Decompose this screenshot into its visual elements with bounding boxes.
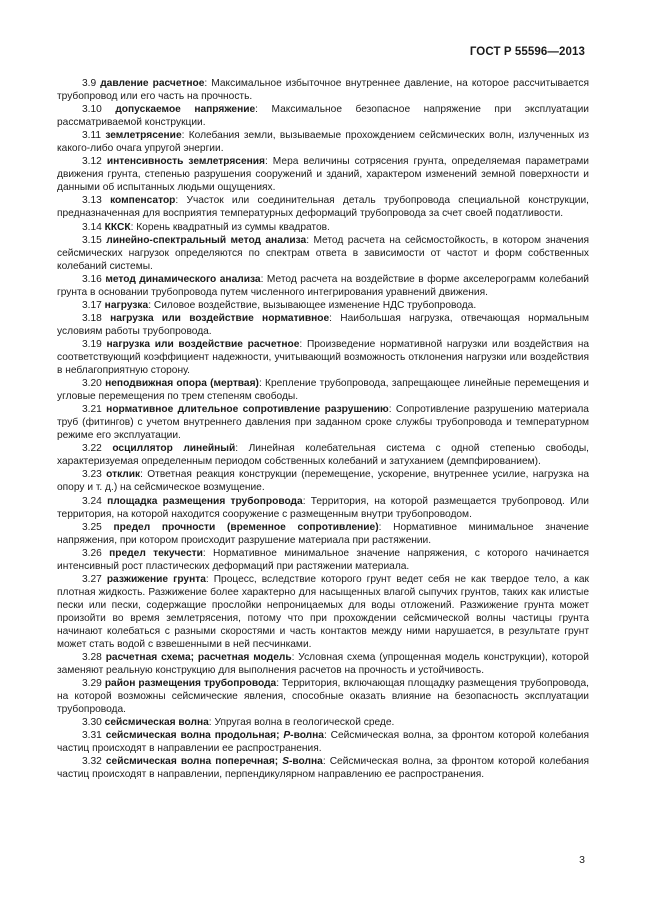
definition-number: 3.10	[82, 104, 102, 116]
definition-text: : Сейсмическая волна, за фронтом которой колебания частиц происходят в направлении ее распространения.	[57, 730, 589, 755]
definition-term-text: ККСК	[104, 221, 131, 233]
definition-item	[57, 155, 589, 194]
definition-text: : Ответная реакция конструкции (перемещение, ускорение, внутреннее усилие, нагрузка на опору и т. д.) на сейсмическое возмущение.	[57, 469, 589, 494]
definition-text: : Корень квадратный из суммы квадратов.	[130, 221, 330, 233]
definitions-list	[57, 77, 589, 782]
definition-text: : Территория, включающая площадку размещения трубопровода, на которой возможны сейсмические явления, способные оказать влияние на безопасность эксплуатации трубопровода.	[57, 678, 589, 716]
definition-number: 3.15	[82, 234, 102, 246]
definition-number: 3.23	[82, 469, 102, 481]
definition-item	[57, 755, 589, 781]
definition-item	[57, 521, 589, 547]
definition-item	[57, 547, 589, 573]
definition-text: : Максимальное избыточное внутреннее давление, на которое рассчитывается трубопровод или его часть на прочность.	[57, 78, 589, 103]
definition-item	[57, 573, 589, 651]
definition-term	[114, 522, 379, 533]
definition-item	[57, 403, 589, 442]
definition-term	[107, 496, 303, 507]
definition-term	[107, 574, 206, 585]
definition-term	[106, 652, 292, 663]
definition-text: : Условная схема (упрощенная модель конструкции), которой заменяют реальную конструкцию для выполнения расчетов на прочность и устойчивость.	[57, 652, 589, 677]
definition-number: 3.22	[82, 443, 102, 455]
definition-text: : Колебания земли, вызываемые прохождением сейсмических волн, излученных из какого-либо очага упругой энергии.	[57, 130, 589, 155]
definition-term	[105, 130, 181, 141]
definition-term	[105, 300, 149, 311]
definition-number: 3.32	[82, 756, 102, 768]
definition-number: 3.13	[82, 195, 102, 207]
definition-text: : Процесс, вследствие которого грунт ведет себя не как твердое тело, а как плотная жидкость. Разжижение более характерно для насыщенных влагой сыпучих грунтов, таких как илистые пески или пески, содержащие прослойки непроницаемых для воды отложений. Разжижение грунта может произойти во время землетрясения, потому что при прохождении сейсмической волны частицы грунта начинают колебаться с разными скоростями и часть контактов между ними нарушается, в результате грунт может стать водой с взвешенными в ней песчинками.	[57, 573, 589, 651]
definition-number: 3.28	[82, 652, 102, 664]
definition-text: : Нормативное минимальное значение напряжения, с которого начинается интенсивный рост пластических деформаций при растяжении материала.	[57, 547, 589, 572]
definition-term-text: нагрузка или воздействие расчетное	[106, 338, 300, 350]
definition-item	[57, 716, 589, 729]
definition-term-text: осциллятор линейный	[112, 443, 236, 455]
definition-number: 3.12	[82, 156, 102, 168]
definition-term	[106, 469, 140, 480]
definition-number: 3.26	[82, 547, 102, 559]
definition-term-text: землетрясение	[105, 130, 182, 142]
definition-item	[57, 77, 589, 103]
definition-term-text: нагрузка или воздействие нормативное	[110, 312, 330, 324]
definition-term	[107, 156, 265, 167]
definition-term-tail: -волна	[290, 730, 324, 742]
definition-text: : Наибольшая нагрузка, отвечающая нормальным условиям работы трубопровода.	[57, 312, 589, 337]
definition-term	[106, 756, 323, 767]
definition-term-text: нагрузка	[104, 299, 149, 311]
definition-term-text: разжижение грунта	[106, 573, 206, 585]
definition-number: 3.29	[82, 678, 102, 690]
definition-term-text: район размещения трубопровода	[104, 678, 277, 690]
definition-number: 3.24	[82, 495, 102, 507]
definition-item	[57, 377, 589, 403]
definition-item	[57, 273, 589, 299]
definition-term-text: сейсмическая волна	[104, 717, 209, 729]
definition-term	[105, 274, 260, 285]
definition-number: 3.11	[82, 130, 102, 142]
definition-term	[110, 195, 175, 206]
definition-item	[57, 194, 589, 220]
definition-number: 3.20	[82, 378, 102, 390]
definition-text: : Линейная колебательная система с одной степенью свободы, характеризуемая определенным периодом собственных колебаний и затуханием (демпфированием).	[57, 443, 589, 468]
definition-text: : Максимальное безопасное напряжение при эксплуатации рассматриваемой конструкции.	[57, 104, 589, 129]
definition-number: 3.17	[82, 299, 102, 311]
definition-number: 3.25	[82, 521, 102, 533]
definition-term-text: допускаемое напряжение	[115, 104, 256, 116]
definition-text: : Сопротивление разрушению материала труб (фитингов) с учетом внутреннего давления при заданном сроке службы трубопровода и температурном режиме его эксплуатации.	[57, 404, 589, 442]
definition-term	[110, 313, 329, 324]
definition-item	[57, 468, 589, 494]
definition-text: : Сейсмическая волна, за фронтом которой колебания частиц происходят в направлении, перпендикулярном направлению ее распространения.	[57, 756, 589, 781]
definition-term	[107, 339, 300, 350]
definition-number: 3.30	[82, 717, 102, 729]
definition-text: : Метод расчета на сейсмостойкость, в котором значения сейсмических нагрузок определяются по спектрам ответа в зависимости от частот и форм собственных колебаний системы.	[57, 234, 589, 272]
definition-item	[57, 729, 589, 755]
definition-term-text: расчетная схема; расчетная модель	[105, 652, 292, 664]
definition-item	[57, 129, 589, 155]
definition-term	[106, 235, 306, 246]
definition-term-text: площадка размещения трубопровода	[107, 495, 303, 507]
definition-text: : Участок или соединительная деталь трубопровода специальной конструкции, предназначенная для восприятия температурных деформаций трубопровода за счет своей податливости.	[57, 195, 589, 220]
definition-number: 3.19	[82, 338, 102, 350]
definition-item	[57, 495, 589, 521]
definition-number: 3.31	[82, 730, 102, 742]
definition-term-text: компенсатор	[110, 195, 176, 207]
definition-text: : Мера величины сотрясения грунта, определяемая параметрами движения грунта, степенью разрушения сооружений и зданий, характером изменений земной поверхности и данными об испытанных людьми ощущениях.	[57, 156, 589, 194]
definition-term	[105, 378, 259, 389]
definition-item	[57, 651, 589, 677]
definition-term	[105, 678, 276, 689]
definition-item	[57, 677, 589, 716]
definition-text: : Нормативное минимальное значение напряжения, при котором происходит разрушение материала при растяжении.	[57, 521, 589, 546]
definition-item	[57, 442, 589, 468]
definition-text: : Произведение нормативной нагрузки или воздействия на соответствующий коэффициент надежности, учитывающий возможность отклонения нагрузки или воздействия в неблагоприятную сторону.	[57, 338, 589, 377]
definition-term	[105, 222, 131, 233]
definition-number: 3.9	[82, 78, 97, 89]
definition-term	[112, 443, 235, 454]
definition-term-text: линейно-спектральный метод анализа	[106, 234, 307, 246]
definition-term-italic: S	[282, 756, 290, 768]
definition-item	[57, 234, 589, 273]
definition-text: : Метод расчета на воздействие в форме акселерограмм колебаний грунта в основании трубопровода путем численного интегрирования уравнений движения.	[57, 273, 589, 298]
document-id: ГОСТ Р 55596—2013	[469, 46, 585, 58]
definition-term-tail: -волна	[289, 756, 323, 768]
definition-text: : Упругая волна в геологической среде.	[208, 717, 395, 729]
definition-item	[57, 103, 589, 129]
definition-term	[100, 78, 204, 89]
definition-text: : Крепление трубопровода, запрещающее линейные перемещения и угловые перемещения по трем степеням свободы.	[57, 378, 589, 403]
definition-text: : Территория, на которой размещается трубопровод. Или территория, на которой находится сооружение с размещенным внутри трубопроводом.	[57, 495, 589, 520]
definition-item	[57, 221, 589, 234]
definition-number: 3.14	[82, 221, 102, 233]
definition-text: : Силовое воздействие, вызывающее изменение НДС трубопровода.	[148, 299, 477, 311]
page-number: 3	[579, 854, 585, 866]
definition-term	[106, 404, 389, 415]
definition-number: 3.27	[82, 573, 102, 585]
definition-term-text: предел текучести	[109, 547, 203, 559]
definition-term-text: предел прочности (временное сопротивление)	[113, 521, 379, 533]
definition-term-italic: P	[283, 730, 291, 742]
definition-term-text: интенсивность землетрясения	[106, 156, 265, 168]
definition-term-text: нормативное длительное сопротивление разрушению	[106, 404, 389, 416]
definition-number: 3.18	[82, 312, 102, 324]
definition-term-text: сейсмическая волна поперечная;	[105, 756, 283, 768]
definition-term-text: давление расчетное	[100, 78, 205, 89]
definition-term	[109, 548, 203, 559]
definition-item	[57, 312, 589, 338]
definition-term	[105, 717, 209, 728]
definition-number: 3.21	[82, 404, 102, 416]
definition-term	[115, 104, 255, 115]
definition-item	[57, 299, 589, 312]
definition-term-text: метод динамического анализа	[105, 273, 261, 285]
definition-term-text: сейсмическая волна продольная;	[105, 730, 284, 742]
definition-item	[57, 338, 589, 377]
definition-term	[106, 730, 324, 741]
definition-number: 3.16	[82, 273, 102, 285]
definition-term-text: неподвижная опора (мертвая)	[105, 378, 259, 390]
definition-term-text: отклик	[106, 469, 141, 481]
